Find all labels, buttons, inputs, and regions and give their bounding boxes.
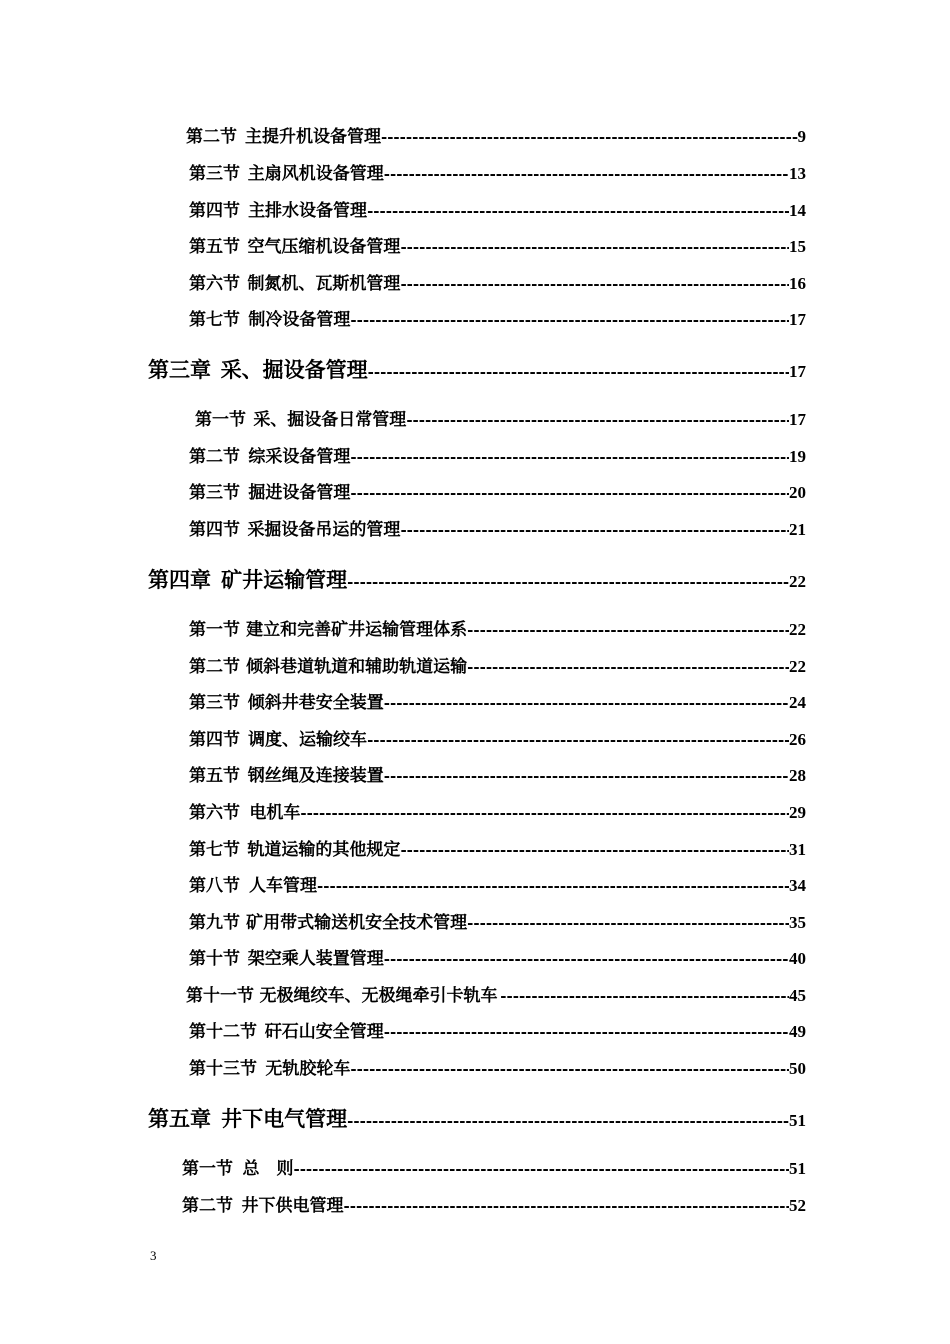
toc-entry-page: 28 <box>789 766 806 785</box>
toc-entry-number: 第六节 <box>189 803 240 823</box>
toc-entry-page: 35 <box>789 913 806 932</box>
toc-entry-number: 第四节 <box>189 201 240 221</box>
dot-leader <box>367 729 789 751</box>
toc-entry-number: 第七节 <box>189 840 240 860</box>
toc-chapter-title: 矿井运输管理 <box>221 567 348 592</box>
toc-entry-title: 制氮机、瓦斯机管理 <box>247 274 401 294</box>
dot-leader <box>400 839 789 861</box>
toc-entry-page: 26 <box>789 730 806 749</box>
toc-entry-number: 第三节 <box>189 483 240 503</box>
toc-entry-number: 第二节 <box>189 657 240 677</box>
toc-entry-number: 第一节 <box>195 410 246 430</box>
toc-entry-page: 24 <box>789 693 806 712</box>
toc-entry-title: 掘进设备管理 <box>248 483 351 503</box>
toc-entry-title: 矸石山安全管理 <box>264 1022 384 1042</box>
toc-entry-page: 22 <box>789 620 806 639</box>
toc-entry-number: 第九节 <box>189 913 240 933</box>
toc-entry[interactable] <box>182 1195 806 1217</box>
toc-entry-title: 主提升机设备管理 <box>244 127 381 147</box>
toc-entry-number: 第三节 <box>189 164 240 184</box>
toc-entry-page: 22 <box>789 657 806 676</box>
toc-entry-title: 矿用带式输送机安全技术管理 <box>246 913 468 933</box>
toc-entry-title: 倾斜巷道轨道和辅助轨道运输 <box>246 657 468 677</box>
dot-leader <box>347 1107 789 1135</box>
toc-entry-page: 14 <box>789 201 806 220</box>
toc-entry-page: 17 <box>789 310 806 329</box>
toc-chapter[interactable] <box>148 1105 806 1135</box>
toc-entry[interactable] <box>189 619 806 641</box>
toc-entry-page: 20 <box>789 483 806 502</box>
toc-entry-number: 第一节 <box>189 620 240 640</box>
toc-entry-page: 19 <box>789 447 806 466</box>
dot-leader <box>350 1058 789 1080</box>
dot-leader <box>350 309 789 331</box>
toc-chapter-number: 第五章 <box>148 1106 211 1131</box>
toc-entry-page: 16 <box>789 274 806 293</box>
toc-entry-number: 第六节 <box>189 274 240 294</box>
dot-leader <box>367 200 789 222</box>
toc-entry-number: 第二节 <box>189 447 240 467</box>
toc-chapter[interactable] <box>148 566 806 596</box>
toc-entry-title: 总 则 <box>242 1159 294 1179</box>
dot-leader <box>384 163 789 185</box>
toc-entry-page: 29 <box>789 803 806 822</box>
toc-chapter-title: 采、掘设备管理 <box>220 357 368 382</box>
dot-leader <box>400 236 789 258</box>
toc-entry[interactable] <box>189 200 806 222</box>
toc-entry-number: 第五节 <box>189 766 240 786</box>
toc-entry-title: 倾斜井巷安全装置 <box>247 693 384 713</box>
toc-entry-title: 轨道运输的其他规定 <box>247 840 401 860</box>
toc-entry-number: 第七节 <box>189 310 240 330</box>
toc-entry-page: 50 <box>789 1059 806 1078</box>
dot-leader <box>344 1195 789 1217</box>
toc-entry-title: 建立和完善矿井运输管理体系 <box>246 620 468 640</box>
toc-entry-page: 21 <box>789 520 806 539</box>
toc-entry-number: 第一节 <box>182 1159 233 1179</box>
dot-leader <box>384 765 789 787</box>
toc-entry-title: 空气压缩机设备管理 <box>247 237 401 257</box>
dot-leader <box>406 409 789 431</box>
toc-entry[interactable] <box>189 692 806 714</box>
toc-entry-number: 第十二节 <box>189 1022 257 1042</box>
toc-chapter-page: 51 <box>789 1111 806 1130</box>
toc-entry-number: 第十一节 <box>186 986 254 1006</box>
toc-entry[interactable] <box>189 729 806 751</box>
toc-entry[interactable] <box>182 1158 806 1180</box>
toc-entry-page: 52 <box>789 1196 806 1215</box>
toc-entry-number: 第四节 <box>189 730 240 750</box>
dot-leader <box>350 446 789 468</box>
toc-entry-number: 第八节 <box>189 876 240 896</box>
toc-entry[interactable] <box>189 1058 806 1080</box>
toc-chapter-title: 井下电气管理 <box>221 1106 348 1131</box>
dot-leader <box>500 985 789 1007</box>
toc-entry[interactable] <box>189 519 806 541</box>
toc-chapter-number: 第四章 <box>148 567 211 592</box>
toc-entry-title: 钢丝绳及连接装置 <box>247 766 384 786</box>
toc-entry-page: 34 <box>789 876 806 895</box>
toc-entry-number: 第五节 <box>189 237 240 257</box>
toc-entry-title: 采、掘设备日常管理 <box>253 410 407 430</box>
toc-entry-number: 第三节 <box>189 693 240 713</box>
toc-entry-page: 9 <box>797 127 806 146</box>
toc-entry-title: 人车管理 <box>249 876 318 896</box>
toc-entry[interactable] <box>189 765 806 787</box>
toc-entry-title: 制冷设备管理 <box>248 310 351 330</box>
toc-chapter[interactable] <box>148 356 806 386</box>
toc-entry[interactable] <box>189 446 806 468</box>
toc-entry-page: 17 <box>789 410 806 429</box>
toc-entry-title: 电机车 <box>249 803 301 823</box>
toc-entry-title: 采掘设备吊运的管理 <box>247 520 401 540</box>
toc-chapter-page: 17 <box>789 362 806 381</box>
toc-entry[interactable] <box>189 236 806 258</box>
dot-leader <box>368 358 789 386</box>
toc-entry[interactable] <box>189 273 806 295</box>
dot-leader <box>467 912 789 934</box>
toc-entry-number: 第十三节 <box>189 1059 257 1079</box>
toc-entry-page: 31 <box>789 840 806 859</box>
dot-leader <box>384 1021 789 1043</box>
toc-entry-title: 调度、运输绞车 <box>248 730 368 750</box>
toc-entry-number: 第四节 <box>189 520 240 540</box>
toc-entry-title: 架空乘人装置管理 <box>247 949 384 969</box>
toc-entry-page: 13 <box>789 164 806 183</box>
toc-entry-title: 主排水设备管理 <box>248 201 368 221</box>
dot-leader <box>400 273 789 295</box>
dot-leader <box>384 692 789 714</box>
toc-entry[interactable] <box>189 309 806 331</box>
toc-entry-title: 井下供电管理 <box>241 1196 344 1216</box>
toc-entry-page: 45 <box>789 986 806 1005</box>
dot-leader <box>350 482 789 504</box>
toc-chapter-number: 第三章 <box>148 357 211 382</box>
toc-entry-title: 无极绳绞车、无极绳牵引卡轨车 <box>259 986 498 1006</box>
toc-entry[interactable] <box>189 656 806 678</box>
toc-entry-title: 主扇风机设备管理 <box>247 164 384 184</box>
toc-entry[interactable] <box>186 985 806 1007</box>
toc-entry-number: 第二节 <box>186 127 237 147</box>
toc-entry[interactable] <box>189 875 806 897</box>
dot-leader <box>384 948 789 970</box>
toc-entry[interactable] <box>189 1021 806 1043</box>
toc-entry[interactable] <box>189 802 806 824</box>
toc-entry[interactable] <box>189 482 806 504</box>
dot-leader <box>400 519 789 541</box>
toc-entry-title: 综采设备管理 <box>248 447 351 467</box>
dot-leader <box>317 875 789 897</box>
toc-chapter-page: 22 <box>789 572 806 591</box>
dot-leader <box>300 802 789 824</box>
dot-leader <box>467 619 789 641</box>
toc-entry[interactable] <box>189 839 806 861</box>
toc-entry[interactable] <box>186 126 806 148</box>
toc-entry-page: 49 <box>789 1022 806 1041</box>
dot-leader <box>467 656 789 678</box>
page-number: 3 <box>150 1248 157 1263</box>
toc-entry-title: 无轨胶轮车 <box>265 1059 351 1079</box>
dot-leader <box>293 1158 789 1180</box>
toc-entry[interactable] <box>189 948 806 970</box>
dot-leader <box>381 126 798 148</box>
toc-entry[interactable] <box>195 409 806 431</box>
toc-entry[interactable] <box>189 163 806 185</box>
toc-entry-page: 40 <box>789 949 806 968</box>
toc-entry-page: 15 <box>789 237 806 256</box>
toc-entry-number: 第二节 <box>182 1196 233 1216</box>
toc-entry-number: 第十节 <box>189 949 240 969</box>
toc-entry[interactable] <box>189 912 806 934</box>
dot-leader <box>347 568 789 596</box>
toc-entry-page: 51 <box>789 1159 806 1178</box>
